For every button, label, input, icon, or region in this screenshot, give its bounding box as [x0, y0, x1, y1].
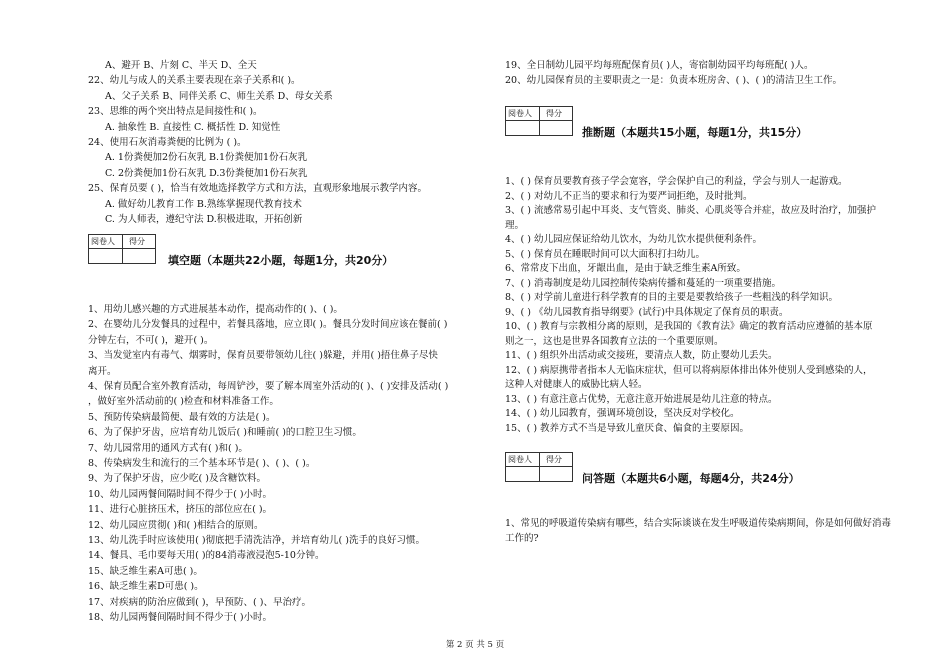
left-fill-line: 18、幼儿园两餐间隔时间不得少于( )小时。	[88, 612, 273, 623]
left-fill-line: ，做好室外活动前的( )检查和材料准备工作。	[88, 396, 279, 408]
left-fill-line: 12、幼儿园应贯彻( )和( )相结合的原则。	[88, 519, 264, 531]
right-judge-line: 则之一，这也是世界各国教育立法的一个重要原则。	[505, 335, 724, 347]
left-fill-line: 离开。	[88, 365, 117, 377]
fill-section-title: 填空题（本题共22小题，每题1分，共20分）	[168, 254, 394, 267]
left-fill-line: 分钟左右，不可( )，避开( )。	[88, 334, 214, 346]
right-judge-line: 15、( ) 教养方式不当是导致儿童厌食、偏食的主要原因。	[505, 422, 750, 434]
left-fill-line: 11、进行心脏挤压术，挤压的部位应在( )。	[88, 504, 273, 516]
left-top-line: C. 为人师表，遵纪守法 D.积极进取，开拓创新	[105, 214, 303, 225]
right-judge-line: 这种人对健康人的威胁比病人轻。	[505, 379, 648, 390]
right-judge-line: 12、( ) 病原携带者指本人无临床症状，但可以将病原体排出体外使别人受到感染的人，	[505, 364, 873, 376]
reviewer-label: 阅卷人	[508, 455, 532, 464]
right-judge-line: 9、( ) 《幼儿园教育指导纲要》(试行)中具体规定了保育员的职责。	[505, 306, 789, 318]
left-fill-line: 6、为了保护牙齿，应培育幼儿饭后( )和睡前( )的口腔卫生习惯。	[88, 427, 362, 439]
right-judge-line: 4、( ) 幼儿园应保证给幼儿饮水，为幼儿饮水提供便利条件。	[505, 234, 762, 245]
right-top-line: 19、全日制幼儿园平均每班配保育员( )人，寄宿制幼园平均每班配( )人。	[505, 60, 814, 71]
left-top-line: C. 2份粪便加1份石灰乳 D.3份粪便加1份石灰乳	[105, 167, 308, 179]
right-judge-line: 13、( ) 有意注意占优势，无意注意开始进展是幼儿注意的特点。	[505, 393, 778, 405]
left-top-line: A. 抽象性 B. 直接性 C. 概括性 D. 知觉性	[105, 121, 281, 133]
right-judge-line: 理。	[505, 219, 525, 231]
right-judge-line: 11、( ) 组织外出活动或交接班，要清点人数，防止婴幼儿丢失。	[505, 350, 778, 361]
left-fill-line: 1、用幼儿感兴趣的方式进展基本动作，提高动作的( )、( )。	[88, 304, 343, 315]
left-top-line: A. 做好幼儿教育工作 B.熟练掌握现代教育技术	[105, 198, 302, 210]
left-fill-line: 15、缺乏维生素A可患( )。	[88, 565, 203, 577]
left-top-line: 24、使用石灰消毒粪便的比例为 ( )。	[88, 137, 247, 148]
judge-section-title: 推断题（本题共15小题，每题1分，共15分）	[582, 126, 808, 139]
left-top-line: A、避开 B、片刻 C、半天 D、全天	[105, 60, 257, 71]
right-judge-line: 10、( ) 教育与宗教相分离的原则，是我国的《教育法》确定的教育活动应遵循的基本原	[505, 321, 873, 332]
right-judge-line: 6、常常皮下出血，牙龈出血，是由于缺乏维生素A所致。	[505, 263, 746, 274]
right-judge-line: 5、( ) 保育员在睡眠时间可以大面积打扫幼儿。	[505, 248, 705, 260]
left-fill-line: 3、当发觉室内有毒气、烟雾时，保育员要带领幼儿往( )躲避，并用( )捂住鼻子尽快	[88, 350, 438, 362]
left-fill-line: 17、对疾病的防治应做到( )，早预防、( )、早治疗。	[88, 596, 311, 608]
left-fill-line: 7、幼儿园常用的通风方式有( )和( )。	[88, 442, 248, 454]
left-fill-line: 9、为了保护牙齿，应少吃( )及含糖饮料。	[88, 473, 266, 485]
left-fill-line: 8、传染病发生和流行的三个基本环节是( )、( )、( )。	[88, 458, 316, 469]
left-fill-line: 14、餐具、毛巾要每天用( )的84消毒液浸泡5-10分钟。	[88, 550, 325, 562]
left-fill-line: 5、预防传染病最简便、最有效的方法是( )。	[88, 411, 276, 423]
left-top-line: A、父子关系 B、同伴关系 C、师生关系 D、母女关系	[105, 90, 333, 102]
reviewer-label: 阅卷人	[508, 109, 532, 118]
left-fill-line: 10、幼儿园两餐间隔时间不得少于( )小时。	[88, 488, 273, 500]
right-judge-line: 7、( ) 消毒制度是幼儿园控制传染病传播和蔓延的一项重要措施。	[505, 277, 781, 289]
right-qa-line: 工作的?	[505, 533, 539, 544]
qa-section-title: 问答题（本题共6小题，每题4分，共24分）	[582, 472, 800, 485]
page-footer: 第 2 页 共 5 页	[445, 640, 505, 650]
left-top-line: A. 1份粪便加2份石灰乳 B.1份粪便加1份石灰乳	[105, 152, 308, 164]
right-judge-line: 8、( ) 对学前儿童进行科学教育的目的主要是要教给孩子一些粗浅的科学知识。	[505, 292, 838, 303]
score-label: 得分	[129, 237, 145, 246]
left-top-line: 23、思维的两个突出特点是间接性和( )。	[88, 106, 263, 118]
left-top-line: 25、保育员要 ( )，恰当有效地选择教学方式和方法，直观形象地展示教学内容。	[88, 183, 428, 195]
right-judge-line: 2、( ) 对幼儿不正当的要求和行为要严词拒绝，及时批判。	[505, 190, 753, 202]
right-judge-line: 14、( ) 幼儿园教育，强调环境创设，坚决反对学校化。	[505, 408, 740, 419]
right-top-line: 20、幼儿园保育员的主要职责之一是：负责本班房舍、( )、( )的清洁卫生工作。	[505, 75, 842, 87]
left-fill-line: 2、在婴幼儿分发餐具的过程中，若餐具落地，应立即( )。餐具分发时间应该在餐前( )	[88, 319, 448, 331]
left-top-line: 22、幼儿与成人的关系主要表现在亲子关系和( )。	[88, 75, 301, 87]
score-box-fill	[88, 234, 156, 264]
right-qa-line: 1、常见的呼吸道传染病有哪些，结合实际谈谈在发生呼吸道传染病期间，你是如何做好消毒	[505, 518, 892, 529]
reviewer-label: 阅卷人	[91, 237, 115, 246]
right-judge-line: 3、( ) 流感常易引起中耳炎、支气管炎、肺炎、心肌炎等合并症，故应及时治疗，加强护	[505, 205, 876, 216]
right-judge-line: 1、( ) 保育员要教育孩子学会宽容，学会保护自己的利益，学会与别人一起游戏。	[505, 176, 848, 187]
score-label: 得分	[546, 109, 562, 118]
score-label: 得分	[546, 455, 562, 464]
left-fill-line: 16、缺乏维生素D可患( )。	[88, 581, 204, 593]
left-fill-line: 4、保育员配合室外教育活动，每周铲沙，要了解本周室外活动的( )、( )安排及活动( )	[88, 381, 449, 392]
score-box-qa	[505, 452, 573, 482]
score-box-judge	[505, 106, 573, 136]
left-fill-line: 13、幼儿洗手时应该使用( )彻底把手清洗洁净，并培育幼儿( )洗手的良好习惯。	[88, 535, 425, 546]
